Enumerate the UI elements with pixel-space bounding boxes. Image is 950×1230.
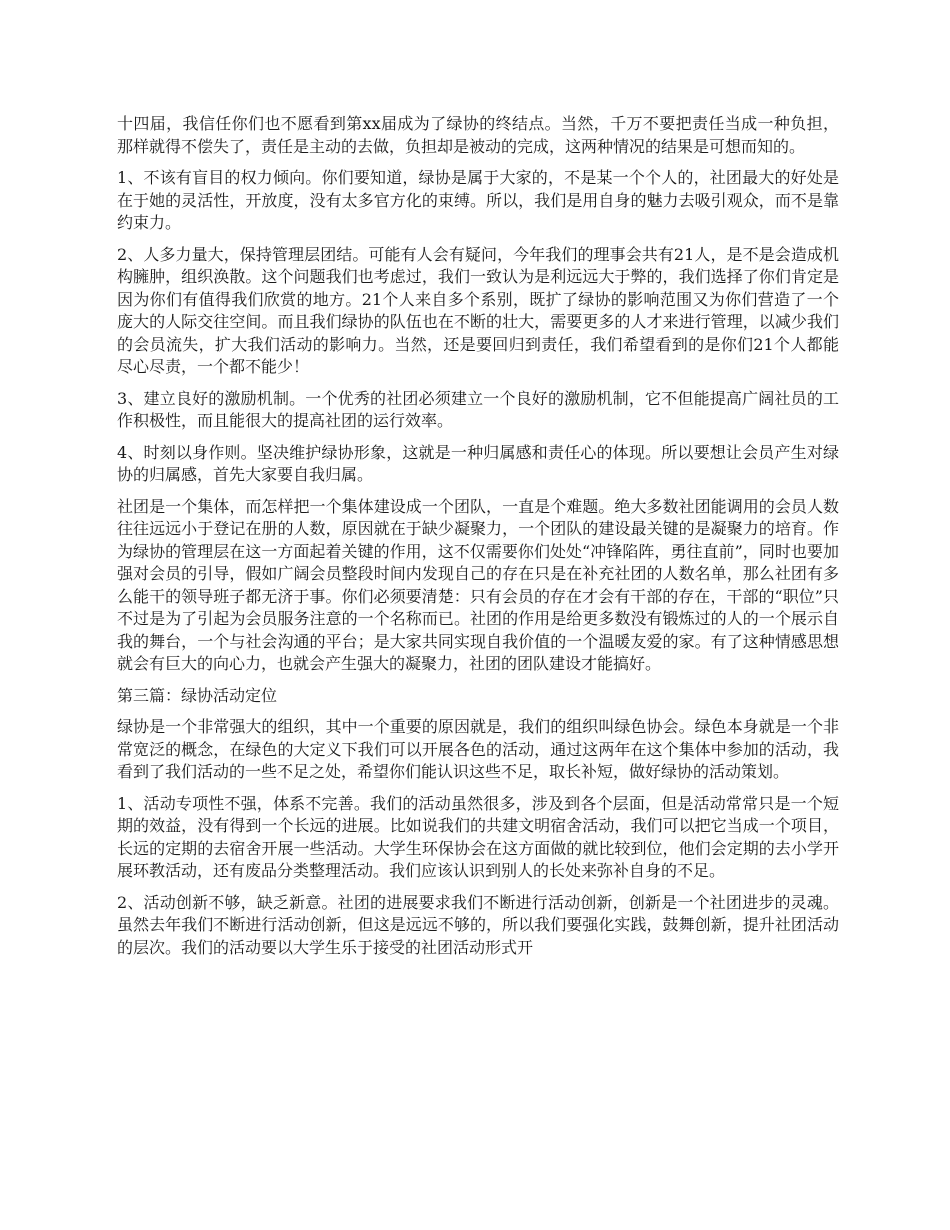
paragraph-activity-intro: 绿协是一个非常强大的组织，其中一个重要的原因就是，我们的组织叫绿色协会。绿色本身就是一个非常宽泛的概念，在绿色的大定义下我们可以开展各色的活动，通过这两年在这个集体中参加的活动，我看到了我们活动的一些不足之处，希望你们能认识这些不足，取长补短，做好绿协的活动策划。	[117, 717, 839, 781]
paragraph-activity-point-2: 2、活动创新不够，缺乏新意。社团的进展要求我们不断进行活动创新，创新是一个社团进步的灵魂。虽然去年我们不断进行活动创新，但这是远远不够的，所以我们要强化实践，鼓舞创新，提升社团活动的层次。我们的活动要以大学生乐于接受的社团活动形式开	[117, 892, 839, 957]
paragraph-point-3-incentive: 3、建立良好的激励机制。一个优秀的社团必须建立一个良好的激励机制，它不但能提高广阔社员的工作积极性，而且能很大的提高社团的运行效率。	[117, 388, 839, 430]
section-heading: 第三篇：绿协活动定位	[117, 685, 278, 705]
paragraph-activity-point-1: 1、活动专项性不强，体系不完善。我们的活动虽然很多，涉及到各个层面，但是活动常常只是一个短期的效益，没有得到一个长远的进展。比如说我们的共建文明宿舍活动，我们可以把它当成一个项目，长远的定期的去宿舍开展一些活动。大学生环保协会在这方面做的就比较到位，他们会定期的去小学开展环教活动，还有废品分类整理活动。我们应该认识到别人的长处来弥补自身的不足。	[117, 793, 839, 880]
document-page	[117, 113, 839, 968]
paragraph-point-4-example: 4、时刻以身作则。坚决维护绿协形象，这就是一种归属感和责任心的体现。所以要想让会员产生对绿协的归属感，首先大家要自我归属。	[117, 442, 839, 484]
paragraph-point-1-power: 1、不该有盲目的权力倾向。你们要知道，绿协是属于大家的，不是某一个个人的，社团最大的好处是在于她的灵活性，开放度，没有太多官方化的束缚。所以，我们是用自身的魅力去吸引观众，而不是靠约束力。	[117, 168, 839, 232]
paragraph-responsibility: 十四届，我信任你们也不愿看到第xx届成为了绿协的终结点。当然，千万不要把责任当成一种负担，那样就得不偿失了，责任是主动的去做，负担却是被动的完成，这两种情况的结果是可想而知的。	[117, 114, 839, 156]
paragraph-point-2-unity: 2、人多力量大，保持管理层团结。可能有人会有疑问，今年我们的理事会共有21人，是不是会造成机构臃肿，组织涣散。这个问题我们也考虑过，我们一致认为是利远远大于弊的，我们选择了你们肯定是因为你们有值得我们欣赏的地方。21个人来自多个系别，既扩了绿协的影响范围又为你们营造了一个庞大的人际交往空间。而且我们绿协的队伍也在不断的壮大，需要更多的人才来进行管理，以减少我们的会员流失，扩大我们活动的影响力。当然，还是要回归到责任，我们希望看到的是你们21个人都能尽心尽责，一个都不能少！	[117, 244, 839, 376]
paragraph-cohesion: 社团是一个集体，而怎样把一个集体建设成一个团队，一直是个难题。绝大多数社团能调用的会员人数往往远远小于登记在册的人数，原因就在于缺少凝聚力，一个团队的建设最关键的是凝聚力的培育。作为绿协的管理层在这一方面起着关键的作用，这不仅需要你们处处“冲锋陷阵，勇往直前”，同时也要加强对会员的引导，假如广阔会员整段时间内发现自己的存在只是在补充社团的人数名单，那么社团有多么能干的领导班子都无济于事。你们必须要清楚：只有会员的存在才会有干部的存在，干部的“职位”只不过是为了引起为会员服务注意的一个名称而已。社团的作用是给更多数没有锻炼过的人的一个展示自我的舞台，一个与社会沟通的平台；是大家共同实现自我价值的一个温暖友爱的家。有了这种情感思想就会有巨大的向心力，也就会产生强大的凝聚力，社团的团队建设才能搞好。	[117, 496, 839, 673]
